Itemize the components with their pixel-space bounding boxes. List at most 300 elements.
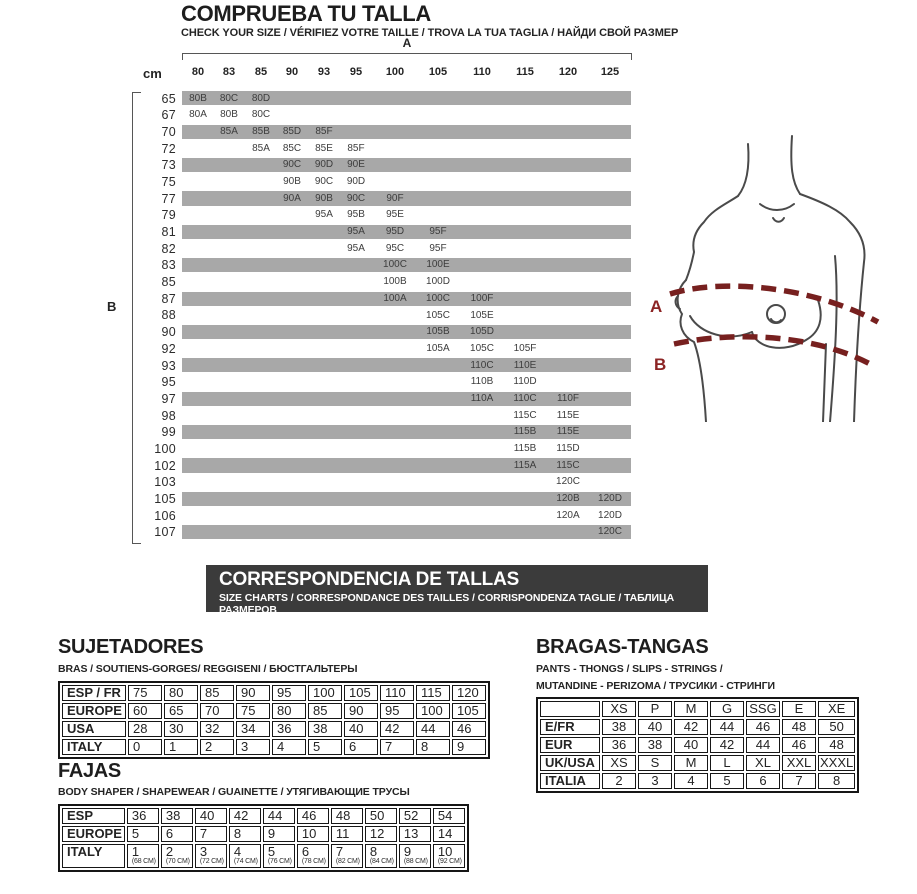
table-row-label: EUR: [540, 737, 600, 753]
size-value-cell: 12: [365, 826, 397, 842]
bra-size-cell: 90F: [386, 192, 404, 204]
size-value-cell: 4: [272, 739, 306, 755]
table-row: [62, 826, 465, 842]
bra-size-cell: 90C: [346, 192, 366, 204]
table-header-cell: [540, 701, 600, 717]
table-row: [540, 755, 855, 771]
table-row-label: EUROPE: [62, 826, 125, 842]
size-value-cell: 40: [195, 808, 227, 824]
underbust-cm-label: 103: [154, 475, 176, 490]
underbust-cm-label: 98: [161, 408, 176, 423]
size-value-cell: 38: [161, 808, 193, 824]
size-value-cell: 38: [602, 719, 636, 735]
size-cm-note: (82 CM): [335, 858, 360, 865]
underbust-cm-label: 95: [161, 375, 176, 390]
size-cm-note: (72 CM): [199, 858, 224, 865]
bra-size-cell: 115E: [556, 409, 580, 421]
underbust-measure-line-b: [674, 337, 870, 364]
bra-size-cell: 110F: [556, 392, 580, 404]
size-value-cell: 42: [229, 808, 261, 824]
page-title: COMPRUEBA TU TALLA: [181, 1, 432, 26]
underbust-cm-label: 105: [154, 492, 176, 506]
table-row-label: ITALY: [62, 844, 125, 868]
underbust-cm-label: 79: [161, 208, 176, 223]
bra-size-cell: 90E: [347, 159, 365, 171]
bra-size-cell: 105B: [426, 326, 450, 338]
size-value-cell: L: [710, 755, 744, 771]
size-value-cell: 95: [380, 703, 414, 719]
size-value-cell: 80: [272, 703, 306, 719]
bra-size-cell: 115C: [556, 459, 580, 471]
size-value-cell: 75: [128, 685, 162, 701]
bra-size-cell: 120A: [556, 509, 580, 521]
size-value-cell: 36: [602, 737, 636, 753]
underbust-cm-label: 85: [161, 275, 176, 290]
size-value-cell: 90: [236, 685, 270, 701]
underbust-cm-label: 81: [161, 225, 176, 239]
size-value-cell: 9: [263, 826, 295, 842]
size-value-cell: 44: [746, 737, 780, 753]
size-value-cell: 48: [331, 808, 363, 824]
size-value-cell: 3 (72 CM): [195, 844, 227, 868]
table-row-label: USA: [62, 721, 126, 737]
table-row: [62, 685, 486, 701]
underbust-cm-label: 106: [154, 508, 176, 523]
size-cm-note: (92 CM): [437, 858, 462, 865]
size-charts-banner-title: CORRESPONDENCIA DE TALLAS: [219, 569, 520, 590]
size-value-cell: 14: [433, 826, 465, 842]
bra-size-cell: 90C: [314, 176, 334, 188]
table-row-label: ESP: [62, 808, 125, 824]
table-row: [62, 808, 465, 824]
size-value-cell: 105: [452, 703, 486, 719]
size-value-cell: 42: [380, 721, 414, 737]
size-value-cell: 8: [229, 826, 261, 842]
size-cm-note: (78 CM): [301, 858, 326, 865]
size-value-cell: 100: [416, 703, 450, 719]
bra-size-cell: 100D: [426, 276, 450, 288]
bra-size-cell: 85B: [252, 125, 270, 137]
bras-size-table: [58, 681, 490, 759]
size-value-cell: XS: [602, 755, 636, 771]
underbust-cm-label: 90: [161, 325, 176, 340]
size-value-cell: 48: [782, 719, 816, 735]
size-cm-note: (74 CM): [233, 858, 258, 865]
underbust-cm-label: 100: [154, 441, 176, 456]
bust-measure-line-a: [670, 286, 878, 322]
size-value-cell: 44: [416, 721, 450, 737]
size-value-cell: 44: [263, 808, 295, 824]
bra-size-cell: 110E: [513, 359, 537, 371]
bra-size-cell: 90C: [282, 159, 302, 171]
bra-size-cell: 95B: [347, 209, 365, 221]
bust-column-headers: [140, 66, 650, 82]
matrix-row: [140, 140, 650, 157]
torso-outline: [676, 136, 865, 422]
bra-size-cell: 110C: [470, 359, 494, 371]
size-table: [58, 681, 490, 759]
table-row: [540, 719, 855, 735]
bra-size-cell: 80B: [189, 92, 207, 104]
size-value-cell: 40: [674, 737, 708, 753]
size-value-cell: 10 (92 CM): [433, 844, 465, 868]
bra-size-cell: 100A: [383, 292, 407, 304]
underbust-cm-label: 75: [161, 174, 176, 189]
size-value-cell: 85: [200, 685, 234, 701]
matrix-row: [140, 374, 650, 391]
diagram-b-label: B: [654, 355, 667, 374]
size-cm-note: (88 CM): [403, 858, 428, 865]
bra-size-cell: 100C: [426, 292, 450, 304]
matrix-row: [140, 491, 650, 508]
size-value-cell: 3: [236, 739, 270, 755]
bust-column-header: 100: [385, 66, 405, 78]
table-row-label: ITALIA: [540, 773, 600, 789]
shapewear-section-title: FAJAS: [58, 760, 121, 782]
bra-size-cell: 90A: [283, 192, 301, 204]
size-value-cell: 1 (68 CM): [127, 844, 159, 868]
table-header-cell: XS: [602, 701, 636, 717]
table-row: [62, 721, 486, 737]
table-row: [62, 844, 465, 868]
size-value-cell: 105: [344, 685, 378, 701]
pants-size-table: [536, 697, 859, 793]
row-band: [182, 325, 631, 339]
bra-size-cell: 105F: [513, 342, 537, 354]
bra-size-cell: 85E: [315, 142, 333, 154]
underbust-cm-label: 107: [154, 525, 176, 540]
bust-column-header: 80: [191, 66, 205, 78]
row-band: [182, 158, 631, 172]
shapewear-section-subtitle: BODY SHAPER / SHAPEWEAR / GUAINETTE / УТЯГИВАЮЩИЕ ТРУСЫ: [58, 786, 410, 798]
matrix-row: [140, 357, 650, 374]
bra-size-cell: 95C: [385, 242, 405, 254]
size-value-cell: 36: [127, 808, 159, 824]
size-value-cell: 65: [164, 703, 198, 719]
bra-size-cell: 115D: [556, 443, 580, 455]
table-row: [62, 703, 486, 719]
size-value-cell: 13: [399, 826, 431, 842]
table-header-cell: E: [782, 701, 816, 717]
matrix-row: [140, 424, 650, 441]
bra-size-cell: 95A: [315, 209, 333, 221]
bra-size-cell: 100E: [426, 259, 450, 271]
size-value-cell: 34: [236, 721, 270, 737]
size-cm-note: (68 CM): [131, 858, 156, 865]
shapewear-size-table: [58, 804, 469, 872]
bra-size-cell: 115B: [513, 443, 537, 455]
size-value-cell: 6: [746, 773, 780, 789]
table-row: [540, 773, 855, 789]
size-value-cell: XXXL: [820, 755, 854, 770]
underbust-cm-label: 65: [161, 91, 176, 106]
matrix-row: [140, 157, 650, 174]
size-value-cell: 5 (76 CM): [263, 844, 295, 868]
size-value-cell: 4 (74 CM): [229, 844, 261, 868]
bra-size-cell: 120C: [556, 476, 580, 488]
underbust-cm-label: 73: [161, 158, 176, 173]
bust-column-header: 110: [473, 66, 491, 78]
bra-size-cell: 115B: [513, 426, 537, 438]
underbust-cm-label: 83: [161, 258, 176, 273]
bra-size-cell: 105E: [470, 309, 494, 321]
bra-size-cell: 90B: [283, 176, 301, 188]
cm-unit-label: cm: [143, 66, 162, 81]
size-value-cell: 46: [782, 737, 816, 753]
bra-size-cell: 85F: [347, 142, 365, 154]
size-value-cell: 50: [818, 719, 855, 735]
size-value-cell: 95: [272, 685, 306, 701]
size-value-cell: 8 (84 CM): [365, 844, 397, 868]
matrix-row: [140, 524, 650, 541]
size-value-cell: 46: [297, 808, 329, 824]
table-row: [540, 737, 855, 753]
matrix-row: [140, 407, 650, 424]
bra-size-cell: 85C: [282, 142, 302, 154]
size-cm-note: (84 CM): [369, 858, 394, 865]
size-value-cell: 6: [344, 739, 378, 755]
matrix-row: [140, 240, 650, 257]
size-value-cell: 85: [308, 703, 342, 719]
matrix-row: [140, 340, 650, 357]
table-row: [62, 739, 486, 755]
matrix-row: [140, 507, 650, 524]
table-header-cell: XE: [818, 701, 855, 717]
bust-column-header: 125: [600, 66, 620, 78]
underbust-cm-label: 67: [161, 108, 176, 123]
size-value-cell: 7: [195, 826, 227, 842]
bra-size-cell: 100B: [383, 276, 407, 288]
size-value-cell: XL: [746, 755, 780, 771]
size-value-cell: 60: [128, 703, 162, 719]
underbust-cm-label: 99: [161, 425, 176, 440]
bust-column-header: 105: [428, 66, 448, 78]
matrix-row: [140, 390, 650, 407]
size-value-cell: 120: [452, 685, 486, 701]
matrix-row: [140, 440, 650, 457]
size-value-cell: 6: [161, 826, 193, 842]
size-value-cell: 40: [638, 719, 672, 735]
bra-size-cell: 115E: [556, 426, 580, 438]
size-value-cell: 36: [272, 721, 306, 737]
bra-size-cell: 80C: [251, 109, 271, 121]
size-value-cell: 100: [308, 685, 342, 701]
size-value-cell: 80: [164, 685, 198, 701]
underbust-cm-label: 72: [161, 141, 176, 156]
axis-b-bracket: [132, 92, 141, 544]
size-value-cell: 1: [164, 739, 198, 755]
size-value-cell: 10: [297, 826, 329, 842]
underbust-cm-label: 82: [161, 241, 176, 256]
size-value-cell: 75: [236, 703, 270, 719]
bra-size-cell: 90D: [314, 159, 334, 171]
underbust-cm-label: 92: [161, 341, 176, 356]
pants-section-subtitle-1: PANTS - THONGS / SLIPS - STRINGS /: [536, 663, 723, 675]
bra-size-cell: 120D: [598, 493, 622, 505]
bra-size-cell: 120D: [598, 509, 622, 521]
size-value-cell: 44: [710, 719, 744, 735]
size-value-cell: 7 (82 CM): [331, 844, 363, 868]
bras-section-title: SUJETADORES: [58, 636, 204, 658]
size-value-cell: 42: [710, 737, 744, 753]
table-header-row: [540, 701, 855, 717]
size-value-cell: 42: [674, 719, 708, 735]
size-value-cell: 5: [308, 739, 342, 755]
size-charts-banner: [206, 565, 708, 616]
row-band: [182, 358, 631, 372]
matrix-row: [140, 307, 650, 324]
bra-size-cell: 100C: [383, 259, 407, 271]
table-row-label: E/FR: [540, 719, 600, 735]
size-table: [58, 804, 469, 872]
size-value-cell: 3: [638, 773, 672, 789]
size-value-cell: 38: [308, 721, 342, 737]
size-value-cell: 5: [710, 773, 744, 789]
matrix-row: [140, 107, 650, 124]
table-row-label: ITALY: [62, 739, 126, 755]
size-value-cell: 2: [200, 739, 234, 755]
size-value-cell: 46: [746, 719, 780, 735]
bra-size-cell: 115C: [513, 409, 537, 421]
pants-section-subtitle-2: MUTANDINE - PERIZOMA / ТРУСИКИ - СТРИНГИ: [536, 680, 775, 692]
matrix-row: [140, 290, 650, 307]
bra-size-cell: 80A: [189, 109, 207, 121]
bra-size-cell: 85D: [282, 125, 302, 137]
bra-size-cell: 90D: [346, 176, 366, 188]
matrix-row: [140, 90, 650, 107]
size-value-cell: 0: [128, 739, 162, 755]
bra-size-cell: 85A: [220, 125, 238, 137]
matrix-row: [140, 324, 650, 341]
page-subtitle: CHECK YOUR SIZE / VÉRIFIEZ VOTRE TAILLE / TROVA LA TUA TAGLIA / НАЙДИ СВОЙ РАЗМЕР: [181, 27, 679, 39]
axis-b-label: B: [107, 299, 117, 314]
bra-size-cell: 95D: [385, 226, 405, 238]
matrix-row: [140, 274, 650, 291]
axis-a-label: A: [402, 36, 412, 50]
table-row-label: UK/USA: [540, 755, 600, 771]
bra-size-cell: 90B: [315, 192, 333, 204]
matrix-row: [140, 173, 650, 190]
size-value-cell: 5: [127, 826, 159, 842]
female-torso-measurement-diagram: [642, 130, 914, 422]
underbust-cm-label: 93: [161, 358, 176, 373]
size-value-cell: 54: [433, 808, 465, 824]
bust-column-header: 83: [222, 66, 236, 78]
size-value-cell: 9 (88 CM): [399, 844, 431, 868]
underbust-cm-label: 77: [161, 191, 176, 206]
bra-size-cell: 110B: [470, 376, 494, 388]
size-value-cell: 28: [128, 721, 162, 737]
bra-size-cell: 100F: [470, 292, 494, 304]
bust-column-header: 93: [317, 66, 331, 78]
bra-size-cell: 120B: [556, 493, 580, 505]
size-value-cell: 40: [344, 721, 378, 737]
bra-size-cell: 115A: [513, 459, 537, 471]
size-value-cell: 52: [399, 808, 431, 824]
size-value-cell: 7: [380, 739, 414, 755]
size-value-cell: 90: [344, 703, 378, 719]
bra-size-cell: 110C: [513, 392, 537, 404]
bra-size-cell: 80C: [219, 92, 239, 104]
bra-size-cell: 105D: [470, 326, 494, 338]
bra-size-cell: 95E: [386, 209, 404, 221]
bra-size-cell: 105C: [426, 309, 450, 321]
size-value-cell: 70: [200, 703, 234, 719]
bust-column-header: 95: [349, 66, 363, 78]
size-cm-note: (70 CM): [165, 858, 190, 865]
table-header-cell: M: [674, 701, 708, 717]
bra-size-cell: 95F: [429, 226, 447, 238]
diagram-a-label: A: [650, 297, 663, 316]
bra-size-matrix: [140, 90, 650, 542]
size-value-cell: 2 (70 CM): [161, 844, 193, 868]
bra-size-cell: 95F: [429, 242, 447, 254]
matrix-row: [140, 474, 650, 491]
size-value-cell: XXL: [782, 755, 816, 771]
bust-column-header: 85: [254, 66, 268, 78]
underbust-cm-label: 102: [154, 458, 176, 473]
size-value-cell: 46: [452, 721, 486, 737]
size-value-cell: 6 (78 CM): [297, 844, 329, 868]
table-row-label: ESP / FR: [62, 685, 126, 701]
bust-column-header: 90: [285, 66, 299, 78]
size-value-cell: 32: [200, 721, 234, 737]
matrix-row: [140, 457, 650, 474]
axis-a-bracket: [182, 53, 632, 60]
size-value-cell: 8: [818, 773, 855, 789]
bra-size-cell: 120C: [598, 526, 622, 538]
size-value-cell: M: [674, 755, 708, 771]
table-header-cell: G: [710, 701, 744, 717]
bra-size-cell: 105A: [426, 342, 450, 354]
underbust-cm-label: 87: [161, 291, 176, 306]
bra-size-cell: 95A: [347, 226, 365, 238]
bra-size-cell: 110A: [470, 392, 494, 404]
size-value-cell: 8: [416, 739, 450, 755]
bra-size-cell: 80D: [251, 92, 271, 104]
size-value-cell: 7: [782, 773, 816, 789]
matrix-row: [140, 257, 650, 274]
table-header-cell: SSG: [746, 701, 780, 717]
matrix-row: [140, 190, 650, 207]
matrix-row: [140, 123, 650, 140]
matrix-row: [140, 224, 650, 241]
bra-size-cell: 85A: [252, 142, 270, 154]
size-value-cell: 38: [638, 737, 672, 753]
underbust-cm-label: 97: [161, 391, 176, 406]
bra-size-cell: 110D: [513, 376, 537, 388]
size-value-cell: 115: [416, 685, 450, 701]
bra-size-cell: 80B: [220, 109, 238, 121]
bust-column-header: 120: [558, 66, 578, 78]
bras-section-subtitle: BRAS / SOUTIENS-GORGES/ REGGISENI / БЮСТГАЛЬТЕРЫ: [58, 663, 358, 675]
underbust-cm-label: 88: [161, 308, 176, 323]
table-row-label: EUROPE: [62, 703, 126, 719]
size-value-cell: 110: [380, 685, 414, 701]
size-value-cell: 9: [452, 739, 486, 755]
pants-section-title: BRAGAS-TANGAS: [536, 636, 709, 658]
size-value-cell: 48: [818, 737, 855, 753]
table-header-cell: P: [638, 701, 672, 717]
size-value-cell: 11: [331, 826, 363, 842]
bust-column-header: 115: [516, 66, 534, 78]
row-band: [182, 525, 631, 539]
size-value-cell: S: [638, 755, 672, 771]
bra-size-cell: 95A: [347, 242, 365, 254]
bra-size-cell: 85F: [315, 125, 333, 137]
underbust-cm-label: 70: [161, 124, 176, 139]
size-table: [536, 697, 859, 793]
